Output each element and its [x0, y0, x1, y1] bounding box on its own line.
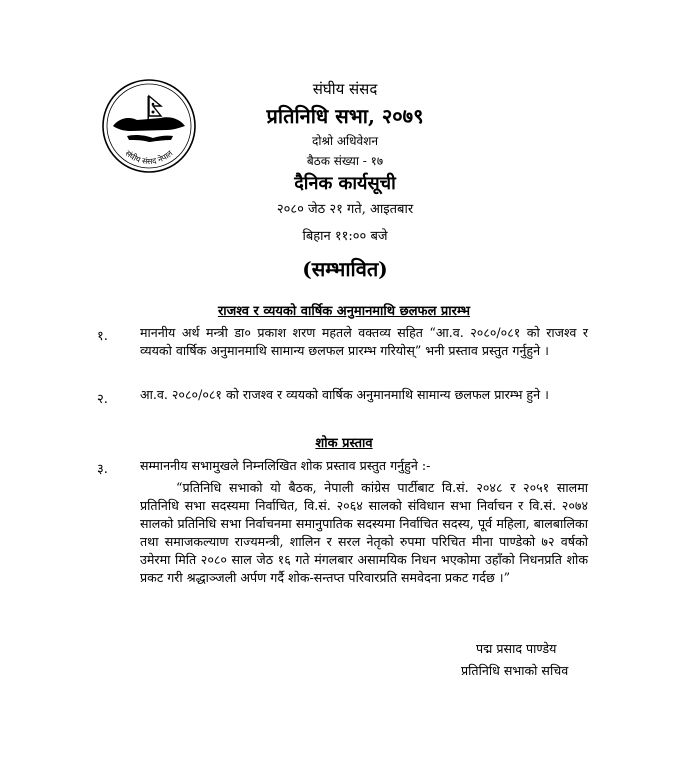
- section-budget-discussion-title: राजश्व र व्ययको वार्षिक अनुमानमाथि छलफल प्रारम्भ: [217, 304, 471, 319]
- parliament-emblem-icon: [101, 78, 197, 174]
- agenda-item-1: माननीय अर्थ मन्त्री डा० प्रकाश शरण महतले वक्तव्य सहित “आ.व. २०८०/०८१ को राजश्व र व्ययको वार्षिक अनुमानमाथि सामान्य छलफल प्रारम्भ गरियोस्” भनी प्रस्ताव प्रस्तुत गर्नुहुने ।: [140, 325, 588, 358]
- agenda-item-3: सम्माननीय सभामुखले निम्नलिखित शोक प्रस्ताव प्रस्तुत गर्नुहुने :-: [140, 458, 431, 473]
- condolence-resolution-text: “प्रतिनिधि सभाको यो बैठक, नेपाली कांग्रेस पार्टीबाट वि.सं. २०४८ र २०५१ सालमा प्रतिनिधि सभा सदस्यमा निर्वाचित, वि.सं. २०६४ सालको संविधान सभा निर्वाचन र वि.सं. २०७४ सालको प्रतिनिधि सभा निर्वाचनमा समानुपातिक सदस्यमा निर्वाचित सदस्य, पूर्व महिला, बालबालिका तथा समाजकल्याण राज्यमन्त्री, शालिन र सरल नेतृको रुपमा परिचित मीना पाण्डेको ७२ वर्षको उमेरमा मिति २०८० साल जेठ १६ गते मंगलबार असामयिक निधन भएकोमा उहाँको निधनप्रति शोक प्रकट गरी श्रद्धाञ्जली अर्पण गर्दै शोक-सन्तप्त परिवारप्रति समवेदना प्रकट गर्दछ ।”: [140, 480, 588, 585]
- header-time: बिहान ११:०० बजे: [302, 229, 388, 244]
- signatory-title: प्रतिनिधि सभाको सचिव: [461, 663, 569, 678]
- section-condolence-title: शोक प्रस्ताव: [315, 436, 373, 451]
- header-session: दोश्रो अधिवेशन: [311, 134, 379, 148]
- item-number: ३.: [97, 462, 108, 477]
- emblem-ring-text: संघीय संसद नेपाल: [123, 148, 175, 167]
- header-agenda-title: दैनिक कार्यसूची: [294, 173, 396, 194]
- header-body: संघीय संसद: [312, 80, 378, 98]
- header-tentative: (सम्भावित): [302, 257, 388, 281]
- agenda-item-2: आ.व. २०८०/०८१ को राजश्व र व्ययको वार्षिक अनुमानमाथि सामान्य छलफल प्रारम्भ हुने ।: [140, 387, 549, 402]
- item-number: २.: [97, 392, 108, 407]
- header-date: २०८० जेठ २१ गते, आइतबार: [276, 202, 414, 217]
- signatory-name: पद्म प्रसाद पाण्डेय: [476, 641, 557, 656]
- item-number: १.: [97, 329, 108, 344]
- header-house: प्रतिनिधि सभा, २०७९: [266, 104, 424, 128]
- header-meeting-number: बैठक संख्या - १७: [306, 154, 384, 168]
